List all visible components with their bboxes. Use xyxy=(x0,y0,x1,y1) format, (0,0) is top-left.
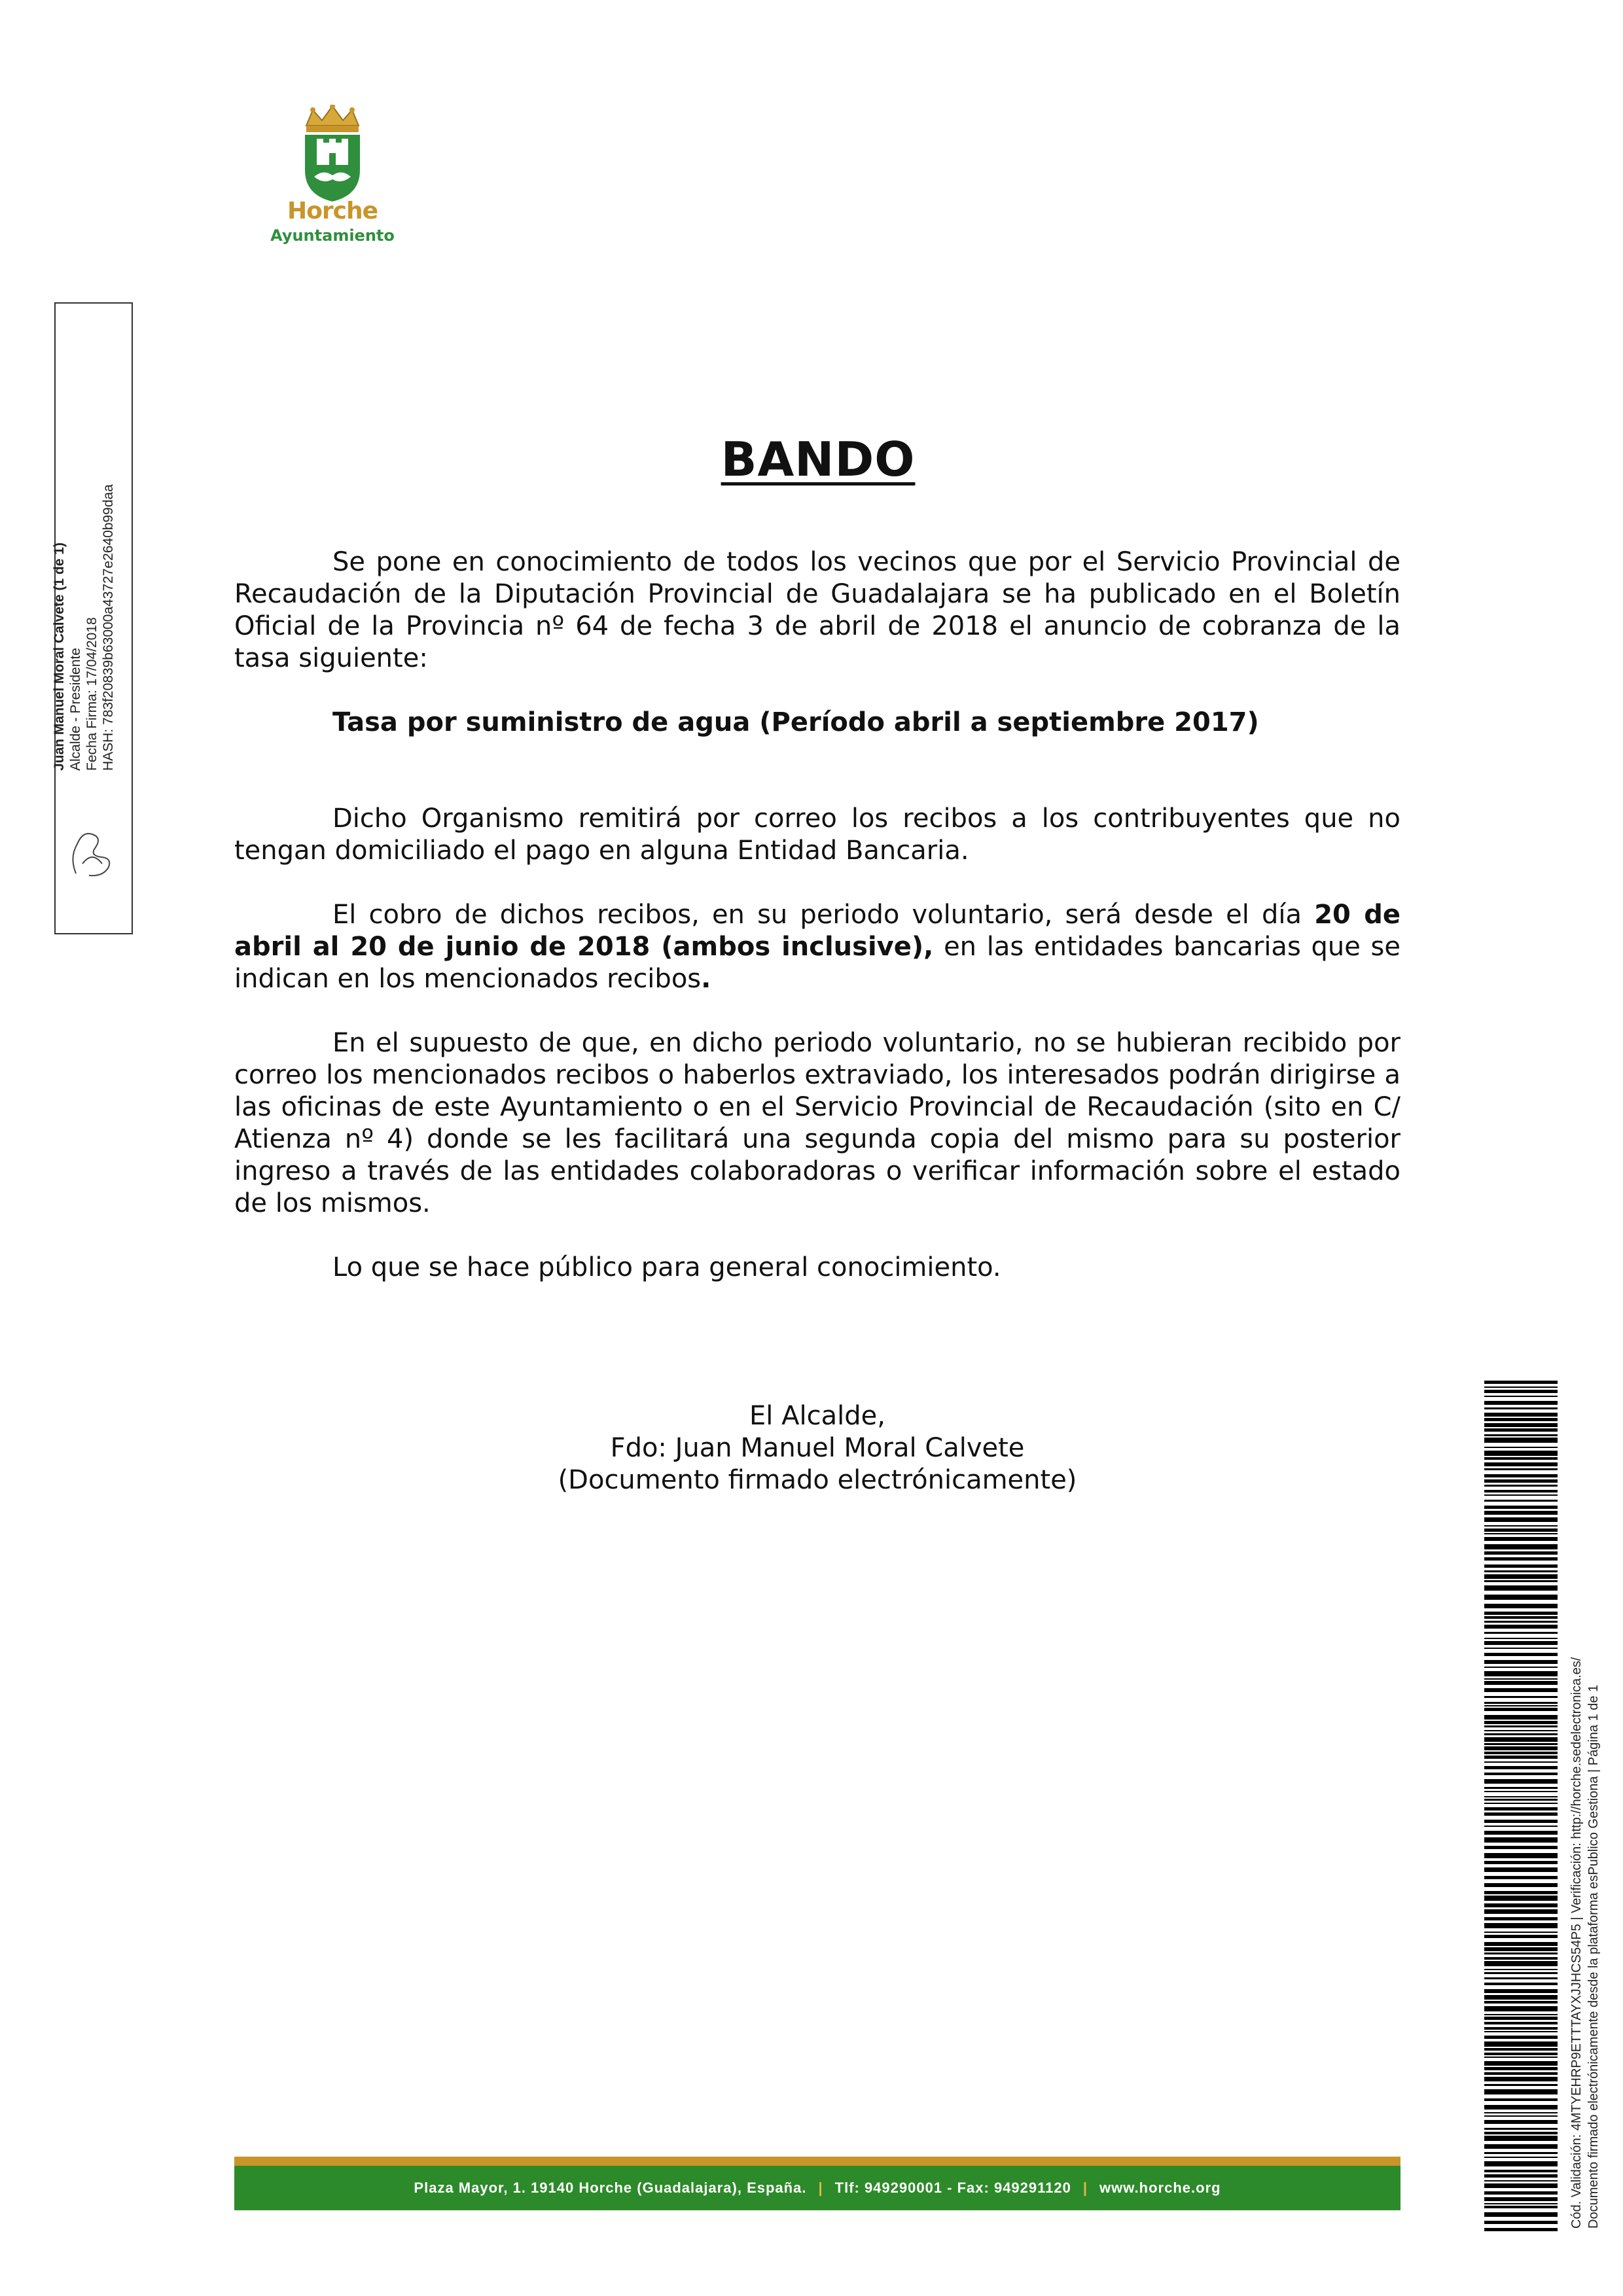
signature-hash: HASH: 783f20839b63000a43727e2640b99daa xyxy=(101,484,116,771)
barcode-bar xyxy=(1484,1612,1558,1615)
barcode-bar xyxy=(1484,1957,1558,1960)
validation-barcode xyxy=(1484,1381,1558,2231)
footer-separator: | xyxy=(818,2180,823,2196)
barcode-bar xyxy=(1484,2152,1558,2154)
barcode-bar xyxy=(1484,2161,1558,2166)
barcode-bar xyxy=(1484,2136,1558,2141)
barcode-bar xyxy=(1484,2115,1558,2117)
barcode-bar xyxy=(1484,1995,1558,2000)
barcode-bar xyxy=(1484,1947,1558,1951)
barcode-bar xyxy=(1484,1621,1558,1623)
barcode-bar xyxy=(1484,1551,1558,1555)
barcode-bar xyxy=(1484,1896,1558,1901)
barcode-bar xyxy=(1484,1528,1558,1532)
barcode-bar xyxy=(1484,1837,1558,1843)
barcode-bar xyxy=(1484,2017,1558,2020)
barcode-bar xyxy=(1484,1428,1558,1432)
barcode-bar xyxy=(1484,1604,1558,1608)
barcode-bar xyxy=(1484,1625,1558,1629)
barcode-bar xyxy=(1484,1580,1558,1582)
barcode-bar xyxy=(1484,1396,1558,1397)
barcode-bar xyxy=(1484,1490,1558,1492)
barcode-bar xyxy=(1484,1779,1558,1784)
signature-details xyxy=(51,417,123,771)
footer-separator: | xyxy=(1082,2180,1088,2196)
barcode-bar xyxy=(1484,1462,1558,1466)
barcode-bar xyxy=(1484,1923,1558,1928)
barcode-bar xyxy=(1484,1537,1558,1541)
barcode-bar xyxy=(1484,2067,1558,2070)
barcode-bar xyxy=(1484,1942,1558,1946)
barcode-bar xyxy=(1484,1500,1558,1502)
verification-text xyxy=(1568,1509,1602,2229)
barcode-bar xyxy=(1484,1846,1558,1849)
barcode-bar xyxy=(1484,1961,1558,1966)
barcode-bar xyxy=(1484,2022,1558,2024)
barcode-bar xyxy=(1484,1883,1558,1887)
barcode-bar xyxy=(1484,1909,1558,1914)
logo-subtitle: Ayuntamiento xyxy=(270,226,395,245)
paragraph-announcement: Se pone en conocimiento de todos los vecinos que por el Servicio Provincial de Recaudación de la Diputación Provincial de Guadalajara se ha publicado en el Boletín Oficial de la Provincia nº 64 de fecha 3 de abril de 2018 el anuncio de cobranza de la tasa siguiente: xyxy=(234,547,1400,673)
footer-website: www.horche.org xyxy=(1099,2180,1221,2196)
barcode-bar xyxy=(1484,2041,1558,2047)
barcode-bar xyxy=(1484,1447,1558,1448)
barcode-bar xyxy=(1484,1756,1558,1759)
barcode-bar xyxy=(1484,2221,1558,2224)
barcode-bar xyxy=(1484,1438,1558,1443)
signature-date: Fecha Firma: 17/04/2018 xyxy=(84,617,99,771)
barcode-bar xyxy=(1484,1688,1558,1692)
barcode-bar xyxy=(1484,1867,1558,1872)
collection-text-end: en las entidades bancarias que se indican en los mencionados recibos xyxy=(234,932,1400,994)
paragraph-mailing: Dicho Organismo remitirá por correo los recibos a los contribuyentes que no tengan domiciliado el pago en alguna Entidad Bancaria. xyxy=(234,804,1400,866)
barcode-bar xyxy=(1484,1457,1558,1460)
barcode-bar xyxy=(1484,2061,1558,2066)
barcode-bar xyxy=(1484,2180,1558,2181)
barcode-bar xyxy=(1484,1932,1558,1933)
barcode-bar xyxy=(1484,2057,1558,2058)
barcode-bar xyxy=(1484,2228,1558,2231)
barcode-bar xyxy=(1484,1766,1558,1769)
barcode-bar xyxy=(1484,2014,1558,2015)
barcode-bar xyxy=(1484,1969,1558,1970)
barcode-bar xyxy=(1484,2206,1558,2208)
barcode-bar xyxy=(1484,1667,1558,1668)
barcode-bar xyxy=(1484,1494,1558,1496)
barcode-bar xyxy=(1484,1826,1558,1827)
signature-note: (Documento firmado electrónicamente) xyxy=(558,1465,1077,1495)
barcode-bar xyxy=(1484,1632,1558,1634)
barcode-bar xyxy=(1484,1972,1558,1974)
barcode-bar xyxy=(1484,2027,1558,2030)
barcode-bar xyxy=(1484,1574,1558,1579)
barcode-bar xyxy=(1484,1952,1558,1954)
barcode-bar xyxy=(1484,2183,1558,2188)
barcode-bar xyxy=(1484,1418,1558,1421)
barcode-bar xyxy=(1484,1671,1558,1676)
barcode-bar xyxy=(1484,1653,1558,1656)
footer-accent-bar xyxy=(234,2157,1400,2166)
barcode-bar xyxy=(1484,1390,1558,1393)
barcode-bar xyxy=(1484,1737,1558,1742)
barcode-bar xyxy=(1484,2120,1558,2124)
signature-scribble xyxy=(63,818,122,883)
barcode-bar xyxy=(1484,1791,1558,1792)
barcode-bar xyxy=(1484,1702,1558,1704)
barcode-bar xyxy=(1484,1517,1558,1522)
barcode-bar xyxy=(1484,1746,1558,1750)
municipal-logo xyxy=(254,98,411,255)
barcode-bar xyxy=(1484,1423,1558,1427)
barcode-bar xyxy=(1484,2036,1558,2039)
barcode-bar xyxy=(1484,1407,1558,1409)
barcode-bar xyxy=(1484,2001,1558,2004)
barcode-bar xyxy=(1484,2105,1558,2110)
barcode-bar xyxy=(1484,1681,1558,1685)
paragraph-collection-period xyxy=(234,899,1400,995)
fee-title: Tasa por suministro de agua (Período abril a septiembre 2017) xyxy=(332,707,1259,737)
collection-text-start: El cobro de dichos recibos, en su periodo voluntario, será desde el día xyxy=(332,900,1315,930)
barcode-bar xyxy=(1484,1468,1558,1470)
barcode-bar xyxy=(1484,2191,1558,2195)
barcode-bar xyxy=(1484,1752,1558,1754)
barcode-bar xyxy=(1484,1715,1558,1720)
barcode-bar xyxy=(1484,1641,1558,1645)
barcode-bar xyxy=(1484,1413,1558,1417)
barcode-bar xyxy=(1484,1564,1558,1568)
barcode-bar xyxy=(1484,1787,1558,1789)
barcode-bar xyxy=(1484,1796,1558,1797)
barcode-bar xyxy=(1484,1434,1558,1436)
barcode-bar xyxy=(1484,1595,1558,1600)
barcode-bar xyxy=(1484,2098,1558,2101)
barcode-bar xyxy=(1484,1485,1558,1487)
barcode-bar xyxy=(1484,1557,1558,1561)
barcode-bar xyxy=(1484,2112,1558,2113)
barcode-bar xyxy=(1484,1479,1558,1483)
barcode-bar xyxy=(1484,1989,1558,1993)
barcode-bar xyxy=(1484,2089,1558,2094)
barcode-bar xyxy=(1484,2031,1558,2032)
barcode-bar xyxy=(1484,2048,1558,2051)
barcode-bar xyxy=(1484,1386,1558,1388)
barcode-bar xyxy=(1484,1533,1558,1534)
barcode-bar xyxy=(1484,1861,1558,1864)
barcode-bar xyxy=(1484,1660,1558,1664)
barcode-bar xyxy=(1484,1474,1558,1477)
barcode-bar xyxy=(1484,1381,1558,1384)
barcode-bar xyxy=(1484,1506,1558,1509)
footer-address: Plaza Mayor, 1. 19140 Horche (Guadalajara), España. xyxy=(414,2180,807,2196)
footer-phone: Tlf: 949290001 - Fax: 949291120 xyxy=(834,2180,1071,2196)
barcode-bar xyxy=(1484,1807,1558,1810)
barcode-bar xyxy=(1484,1525,1558,1527)
barcode-bar xyxy=(1484,2084,1558,2086)
barcode-bar xyxy=(1484,1730,1558,1731)
paragraph-lost-receipts: En el supuesto de que, en dicho periodo voluntario, no se hubieran recibido por correo los mencionados recibos o haberlos extraviado, los interesados podrán dirigirse a las oficinas de este Ayuntamiento o en el Servicio Provincial de Recaudación (sito en C/ Atienza nº 4) donde se les facilitará una segunda copia del mismo para su posterior ingreso a través de las entidades colaboradoras o verificar información sobre el estado de los mismos. xyxy=(234,1028,1400,1218)
barcode-bar xyxy=(1484,1977,1558,1979)
barcode-bar xyxy=(1484,1743,1558,1745)
footer-band xyxy=(234,2166,1400,2210)
barcode-bar xyxy=(1484,1820,1558,1823)
barcode-bar xyxy=(1484,1803,1558,1804)
barcode-bar xyxy=(1484,1876,1558,1879)
barcode-bar xyxy=(1484,2203,1558,2204)
platform-note: Documento firmado electrónicamente desde la plataforma esPublico Gestiona | Página 1 de 1 xyxy=(1586,1684,1601,2229)
barcode-bar xyxy=(1484,1935,1558,1938)
signer-role: Alcalde - Presidente xyxy=(68,648,83,771)
barcode-bar xyxy=(1484,1773,1558,1775)
barcode-bar xyxy=(1484,1451,1558,1456)
barcode-bar xyxy=(1484,1570,1558,1572)
barcode-bar xyxy=(1484,2170,1558,2172)
barcode-bar xyxy=(1484,1705,1558,1706)
barcode-bar xyxy=(1484,1983,1558,1985)
coat-of-arms-icon xyxy=(280,105,385,203)
barcode-bar xyxy=(1484,1733,1558,1735)
barcode-bar xyxy=(1484,2132,1558,2134)
barcode-bar xyxy=(1484,1544,1558,1549)
barcode-bar xyxy=(1484,1638,1558,1639)
barcode-bar xyxy=(1484,1831,1558,1835)
signature-name: Fdo: Juan Manuel Moral Calvete xyxy=(610,1433,1025,1463)
barcode-bar xyxy=(1484,1585,1558,1591)
barcode-bar xyxy=(1484,1401,1558,1405)
barcode-bar xyxy=(1484,1917,1558,1920)
barcode-bar xyxy=(1484,1903,1558,1907)
document-title: BANDO xyxy=(721,432,916,487)
barcode-bar xyxy=(1484,2006,1558,2011)
barcode-bar xyxy=(1484,1853,1558,1858)
barcode-bar xyxy=(1484,1812,1558,1816)
barcode-bar xyxy=(1484,1761,1558,1763)
barcode-bar xyxy=(1484,2077,1558,2081)
signer-name: Juan Manuel Moral Calvete (1 de 1) xyxy=(52,542,67,771)
barcode-bar xyxy=(1484,2174,1558,2178)
barcode-bar xyxy=(1484,1511,1558,1515)
barcode-bar xyxy=(1484,1616,1558,1619)
collection-dates: 20 de abril al 20 de junio de 2018 (ambos inclusive), xyxy=(234,900,1400,962)
barcode-bar xyxy=(1484,2128,1558,2130)
barcode-bar xyxy=(1484,1678,1558,1680)
collection-period-dot: . xyxy=(701,964,711,994)
barcode-bar xyxy=(1484,2053,1558,2055)
barcode-bar xyxy=(1484,1721,1558,1724)
barcode-bar xyxy=(1484,1891,1558,1894)
signature-role: El Alcalde, xyxy=(749,1401,885,1431)
barcode-bar xyxy=(1484,2212,1558,2217)
barcode-bar xyxy=(1484,1696,1558,1698)
logo-name: Horche xyxy=(287,198,378,224)
barcode-bar xyxy=(1484,2072,1558,2075)
barcode-bar xyxy=(1484,1799,1558,1801)
paragraph-closing: Lo que se hace público para general conocimiento. xyxy=(332,1252,1001,1282)
barcode-bar xyxy=(1484,1708,1558,1711)
barcode-bar xyxy=(1484,2157,1558,2158)
barcode-bar xyxy=(1484,1725,1558,1727)
validation-code: Cód. Validación: 4MTYEHRP9ETTTAYXJJHCS54P5 | Verificación: http://horche.sedelectronica.es/ xyxy=(1569,1657,1584,2229)
barcode-bar xyxy=(1484,2197,1558,2201)
barcode-bar xyxy=(1484,1648,1558,1649)
barcode-bar xyxy=(1484,2144,1558,2149)
